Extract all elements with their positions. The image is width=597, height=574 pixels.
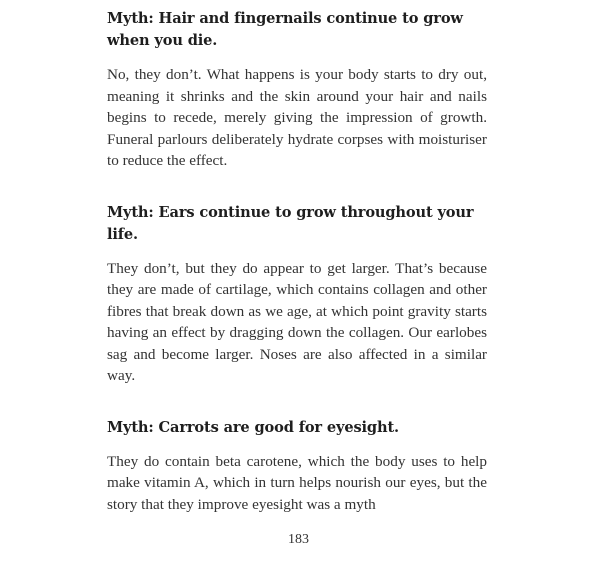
myth-section-carrots bbox=[107, 417, 487, 516]
section-heading: Myth: Hair and fingernails continue to grow when you die. bbox=[107, 10, 463, 49]
myth-section-hair-nails bbox=[107, 8, 487, 172]
section-heading: Myth: Ears continue to grow throughout your life. bbox=[107, 203, 474, 243]
section-body: They do contain beta carotene, which the body uses to help make vitamin A, which in turn helps nourish our eyes, but the story that they improve eyesight was a myth bbox=[107, 452, 487, 513]
section-body: They don’t, but they do appear to get larger. That’s because they are made of cartilage, which contains collagen and other fibres that break down as we age, at which point gravity starts having an effect by dragging down the collagen. Our earlobes sag and become larger. Noses are also affected in a similar way. bbox=[107, 259, 487, 384]
myth-section-ears bbox=[107, 202, 487, 387]
page-number: 183 bbox=[288, 532, 309, 547]
section-heading: Myth: Carrots are good for eyesight. bbox=[107, 418, 399, 436]
section-body: No, they don’t. What happens is your body starts to dry out, meaning it shrinks and the skin around your hair and nails begins to recede, merely giving the impression of growth. Funeral parlours deliberately hydrate corpses with moisturiser to reduce the effect. bbox=[107, 66, 487, 169]
page-content bbox=[107, 8, 487, 515]
